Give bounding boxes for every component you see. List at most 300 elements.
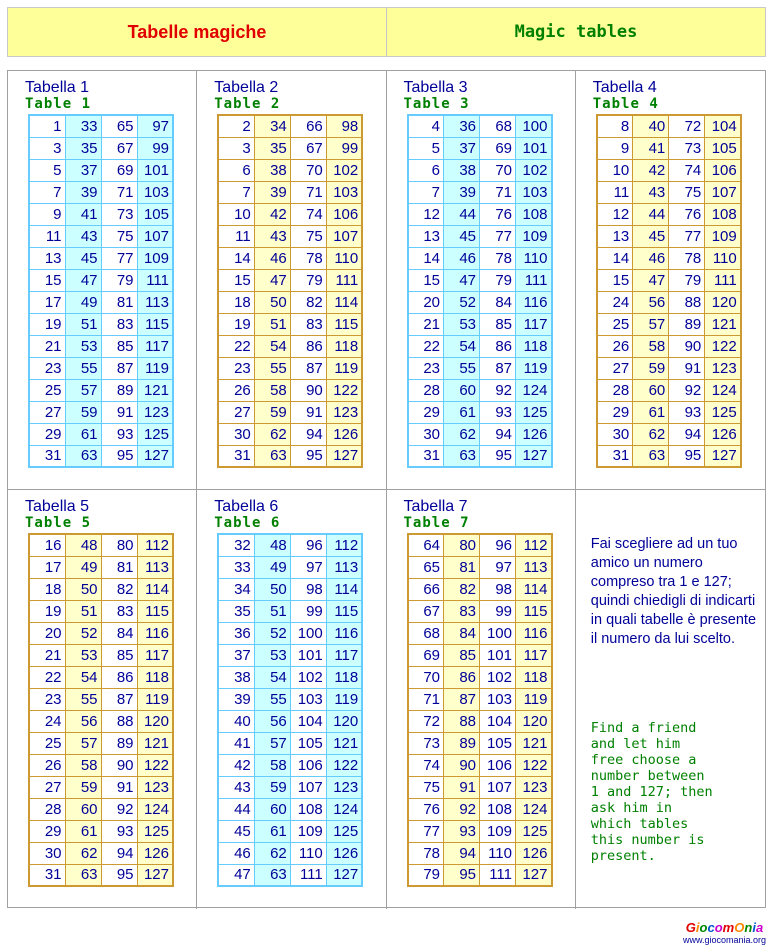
table-cell: 51 (254, 313, 290, 335)
table-cell: 111 (290, 864, 326, 886)
table-cell: 100 (290, 622, 326, 644)
table-cell: 111 (705, 269, 741, 291)
table-cell: 61 (633, 401, 669, 423)
table-cell: 15 (218, 269, 254, 291)
table-cell: 76 (669, 203, 705, 225)
table-cell: 63 (633, 445, 669, 467)
table-cell: 108 (705, 203, 741, 225)
table-cell: 73 (408, 732, 444, 754)
table-row (597, 379, 741, 401)
table-row (218, 291, 362, 313)
table-cell: 79 (101, 269, 137, 291)
table-cell: 109 (705, 225, 741, 247)
table-row (218, 445, 362, 467)
table-cell: 115 (137, 313, 173, 335)
table-cell: 64 (408, 534, 444, 556)
table-cell: 78 (290, 247, 326, 269)
table-cell: 87 (480, 357, 516, 379)
table-cell: 3 (218, 137, 254, 159)
table-cell: 91 (669, 357, 705, 379)
table-cell: 77 (101, 247, 137, 269)
table-cell: 119 (516, 357, 552, 379)
table-cell: 15 (408, 269, 444, 291)
table-panel-5 (8, 490, 197, 909)
table-cell: 47 (633, 269, 669, 291)
table-cell: 105 (137, 203, 173, 225)
table-cell: 97 (290, 556, 326, 578)
table-cell: 89 (101, 379, 137, 401)
table-cell: 70 (408, 666, 444, 688)
table-cell: 60 (254, 798, 290, 820)
table-cell: 28 (29, 798, 65, 820)
table-row (29, 335, 173, 357)
table-cell: 47 (254, 269, 290, 291)
table-cell: 63 (444, 445, 480, 467)
table-cell: 86 (290, 335, 326, 357)
table-cell: 9 (597, 137, 633, 159)
table-cell: 71 (290, 181, 326, 203)
table-cell: 126 (705, 423, 741, 445)
table-cell: 7 (29, 181, 65, 203)
table-row (218, 600, 362, 622)
table-cell: 103 (326, 181, 362, 203)
table-row (29, 578, 173, 600)
table-cell: 50 (254, 291, 290, 313)
table-cell: 119 (137, 688, 173, 710)
table-cell: 121 (326, 732, 362, 754)
table-cell: 81 (444, 556, 480, 578)
table-cell: 59 (254, 776, 290, 798)
table-row (29, 842, 173, 864)
table-cell: 55 (444, 357, 480, 379)
table-cell: 75 (290, 225, 326, 247)
table-cell: 106 (290, 754, 326, 776)
table-cell: 27 (29, 401, 65, 423)
table-cell: 46 (444, 247, 480, 269)
table-cell: 36 (218, 622, 254, 644)
table-cell: 90 (669, 335, 705, 357)
table-cell: 83 (101, 313, 137, 335)
table-row (218, 842, 362, 864)
table-cell: 53 (65, 644, 101, 666)
table-cell: 62 (254, 842, 290, 864)
table-cell: 30 (597, 423, 633, 445)
magic-table (407, 114, 553, 468)
table-cell: 94 (669, 423, 705, 445)
table-cell: 108 (290, 798, 326, 820)
table-cell: 95 (101, 445, 137, 467)
table-row (597, 423, 741, 445)
table-cell: 124 (516, 798, 552, 820)
table-cell: 104 (705, 115, 741, 137)
title-italian: Tabelle magiche (127, 21, 267, 42)
table-cell: 45 (218, 820, 254, 842)
table-cell: 125 (705, 401, 741, 423)
table-cell: 29 (408, 401, 444, 423)
table-cell: 39 (218, 688, 254, 710)
table-row (218, 776, 362, 798)
table-cell: 21 (408, 313, 444, 335)
table-cell: 120 (516, 710, 552, 732)
table-cell: 114 (326, 578, 362, 600)
table-row (408, 357, 552, 379)
table-cell: 53 (65, 335, 101, 357)
table-cell: 92 (669, 379, 705, 401)
table-cell: 80 (101, 534, 137, 556)
table-cell: 32 (218, 534, 254, 556)
table-row (218, 137, 362, 159)
table-cell: 39 (444, 181, 480, 203)
table-cell: 25 (29, 379, 65, 401)
table-cell: 27 (218, 401, 254, 423)
table-cell: 60 (444, 379, 480, 401)
table-title-en: Table 2 (214, 96, 281, 112)
table-cell: 97 (480, 556, 516, 578)
table-cell: 72 (669, 115, 705, 137)
table-cell: 96 (290, 534, 326, 556)
table-row (29, 423, 173, 445)
table-cell: 117 (516, 644, 552, 666)
table-cell: 77 (669, 225, 705, 247)
table-row (408, 335, 552, 357)
table-cell: 28 (597, 379, 633, 401)
table-cell: 55 (65, 357, 101, 379)
table-cell: 62 (633, 423, 669, 445)
table-cell: 46 (254, 247, 290, 269)
table-cell: 90 (444, 754, 480, 776)
table-cell: 97 (137, 115, 173, 137)
table-cell: 34 (254, 115, 290, 137)
table-cell: 101 (137, 159, 173, 181)
table-row (218, 423, 362, 445)
table-row (29, 445, 173, 467)
table-cell: 44 (444, 203, 480, 225)
table-cell: 46 (633, 247, 669, 269)
table-cell: 112 (516, 534, 552, 556)
table-cell: 111 (516, 269, 552, 291)
table-title-it: Tabella 3 (403, 79, 468, 96)
table-cell: 73 (669, 137, 705, 159)
table-cell: 104 (480, 710, 516, 732)
table-cell: 42 (254, 203, 290, 225)
table-cell: 5 (408, 137, 444, 159)
table-cell: 35 (254, 137, 290, 159)
table-row (218, 732, 362, 754)
table-cell: 36 (444, 115, 480, 137)
table-row (29, 115, 173, 137)
table-cell: 123 (137, 401, 173, 423)
table-cell: 79 (408, 864, 444, 886)
table-cell: 115 (326, 600, 362, 622)
table-cell: 102 (516, 159, 552, 181)
table-row (29, 666, 173, 688)
table-cell: 89 (669, 313, 705, 335)
table-cell: 109 (516, 225, 552, 247)
table-row (408, 225, 552, 247)
table-row (29, 534, 173, 556)
table-row (29, 710, 173, 732)
table-cell: 93 (669, 401, 705, 423)
magic-table (596, 114, 742, 468)
table-cell: 109 (290, 820, 326, 842)
table-cell: 23 (29, 357, 65, 379)
table-row (408, 313, 552, 335)
table-title-en: Table 4 (592, 96, 659, 112)
table-row (29, 644, 173, 666)
table-cell: 90 (101, 754, 137, 776)
table-cell: 58 (65, 754, 101, 776)
table-row (218, 688, 362, 710)
table-cell: 67 (408, 600, 444, 622)
table-cell: 92 (444, 798, 480, 820)
table-row (218, 578, 362, 600)
table-cell: 67 (290, 137, 326, 159)
table-cell: 73 (101, 203, 137, 225)
table-cell: 35 (218, 600, 254, 622)
table-cell: 125 (326, 820, 362, 842)
table-row (408, 776, 552, 798)
table-row (408, 445, 552, 467)
table-row (597, 181, 741, 203)
table-cell: 44 (633, 203, 669, 225)
table-row (408, 556, 552, 578)
table-cell: 12 (408, 203, 444, 225)
table-cell: 116 (326, 622, 362, 644)
table-cell: 95 (669, 445, 705, 467)
table-cell: 110 (480, 842, 516, 864)
table-cell: 107 (705, 181, 741, 203)
table-cell: 23 (218, 357, 254, 379)
table-cell: 60 (633, 379, 669, 401)
table-row (408, 798, 552, 820)
table-cell: 87 (101, 357, 137, 379)
table-cell: 126 (326, 842, 362, 864)
table-cell: 54 (65, 666, 101, 688)
table-row (218, 534, 362, 556)
table-cell: 108 (516, 203, 552, 225)
table-cell: 119 (326, 688, 362, 710)
table-title-it: Tabella 7 (403, 498, 468, 515)
table-cell: 79 (669, 269, 705, 291)
table-cell: 120 (705, 291, 741, 313)
table-cell: 14 (597, 247, 633, 269)
table-cell: 59 (65, 776, 101, 798)
table-row (29, 247, 173, 269)
table-cell: 8 (597, 115, 633, 137)
table-cell: 127 (137, 864, 173, 886)
table-cell: 102 (480, 666, 516, 688)
table-cell: 59 (254, 401, 290, 423)
table-cell: 95 (480, 445, 516, 467)
table-cell: 19 (29, 600, 65, 622)
table-cell: 15 (29, 269, 65, 291)
table-cell: 100 (516, 115, 552, 137)
table-cell: 31 (29, 864, 65, 886)
table-cell: 30 (218, 423, 254, 445)
table-cell: 99 (137, 137, 173, 159)
table-row (29, 776, 173, 798)
table-cell: 91 (101, 776, 137, 798)
table-row (29, 313, 173, 335)
table-cell: 63 (65, 864, 101, 886)
table-cell: 93 (444, 820, 480, 842)
table-row (218, 225, 362, 247)
table-cell: 45 (65, 247, 101, 269)
table-row (29, 798, 173, 820)
table-cell: 44 (218, 798, 254, 820)
table-cell: 101 (516, 137, 552, 159)
table-cell: 45 (633, 225, 669, 247)
table-cell: 91 (444, 776, 480, 798)
table-cell: 45 (444, 225, 480, 247)
table-cell: 122 (516, 754, 552, 776)
table-cell: 63 (254, 445, 290, 467)
table-cell: 123 (705, 357, 741, 379)
table-row (218, 710, 362, 732)
table-cell: 121 (137, 379, 173, 401)
table-cell: 61 (65, 820, 101, 842)
table-cell: 75 (408, 776, 444, 798)
table-row (29, 269, 173, 291)
table-cell: 57 (633, 313, 669, 335)
table-cell: 11 (597, 181, 633, 203)
table-cell: 52 (254, 622, 290, 644)
table-cell: 21 (29, 644, 65, 666)
table-cell: 98 (290, 578, 326, 600)
table-cell: 74 (408, 754, 444, 776)
table-cell: 99 (290, 600, 326, 622)
table-cell: 81 (101, 291, 137, 313)
table-cell: 59 (633, 357, 669, 379)
table-cell: 63 (254, 864, 290, 886)
table-cell: 4 (408, 115, 444, 137)
table-title-it: Tabella 1 (25, 79, 90, 96)
table-cell: 37 (218, 644, 254, 666)
table-cell: 101 (290, 644, 326, 666)
table-cell: 62 (254, 423, 290, 445)
table-cell: 21 (29, 335, 65, 357)
table-cell: 88 (101, 710, 137, 732)
table-cell: 13 (29, 247, 65, 269)
table-cell: 13 (597, 225, 633, 247)
table-cell: 109 (480, 820, 516, 842)
table-row (408, 203, 552, 225)
table-cell: 94 (290, 423, 326, 445)
table-cell: 58 (254, 379, 290, 401)
table-title-en: Table 1 (25, 96, 92, 112)
table-row (29, 732, 173, 754)
table-cell: 3 (29, 137, 65, 159)
table-cell: 82 (101, 578, 137, 600)
table-cell: 57 (65, 379, 101, 401)
table-cell: 110 (290, 842, 326, 864)
table-cell: 105 (480, 732, 516, 754)
table-cell: 106 (326, 203, 362, 225)
table-cell: 7 (408, 181, 444, 203)
table-cell: 110 (516, 247, 552, 269)
table-cell: 89 (444, 732, 480, 754)
table-cell: 113 (137, 556, 173, 578)
table-cell: 67 (101, 137, 137, 159)
table-row (597, 445, 741, 467)
table-cell: 46 (218, 842, 254, 864)
table-cell: 103 (137, 181, 173, 203)
table-cell: 113 (516, 556, 552, 578)
table-cell: 17 (29, 291, 65, 313)
table-cell: 24 (597, 291, 633, 313)
table-row (218, 820, 362, 842)
table-cell: 118 (326, 335, 362, 357)
table-cell: 65 (408, 556, 444, 578)
table-cell: 117 (516, 313, 552, 335)
table-cell: 68 (408, 622, 444, 644)
title-english: Magic tables (386, 8, 765, 56)
table-cell: 124 (326, 798, 362, 820)
table-cell: 88 (444, 710, 480, 732)
table-cell: 95 (444, 864, 480, 886)
table-cell: 22 (29, 666, 65, 688)
table-cell: 116 (516, 291, 552, 313)
table-cell: 48 (65, 534, 101, 556)
table-cell: 61 (444, 401, 480, 423)
table-cell: 79 (290, 269, 326, 291)
table-cell: 115 (516, 600, 552, 622)
table-cell: 107 (480, 776, 516, 798)
table-cell: 54 (254, 666, 290, 688)
table-cell: 37 (444, 137, 480, 159)
table-row (408, 622, 552, 644)
table-row (597, 137, 741, 159)
table-cell: 125 (516, 401, 552, 423)
table-row (29, 622, 173, 644)
table-cell: 29 (29, 820, 65, 842)
table-row (29, 820, 173, 842)
table-row (29, 864, 173, 886)
table-cell: 54 (444, 335, 480, 357)
table-cell: 27 (29, 776, 65, 798)
table-cell: 23 (29, 688, 65, 710)
table-cell: 24 (29, 710, 65, 732)
table-cell: 33 (218, 556, 254, 578)
table-cell: 53 (444, 313, 480, 335)
table-cell: 86 (444, 666, 480, 688)
table-cell: 87 (101, 688, 137, 710)
table-row (218, 203, 362, 225)
table-cell: 54 (254, 335, 290, 357)
table-cell: 85 (101, 335, 137, 357)
giocomania-logo[interactable] (683, 920, 766, 945)
table-cell: 83 (290, 313, 326, 335)
table-cell: 6 (408, 159, 444, 181)
table-cell: 95 (101, 864, 137, 886)
table-cell: 102 (326, 159, 362, 181)
table-cell: 117 (137, 335, 173, 357)
table-cell: 122 (326, 379, 362, 401)
table-cell: 119 (516, 688, 552, 710)
table-cell: 49 (65, 291, 101, 313)
table-row (408, 842, 552, 864)
table-title-en: Table 5 (25, 515, 92, 531)
table-cell: 123 (326, 776, 362, 798)
table-row (29, 379, 173, 401)
table-cell: 58 (633, 335, 669, 357)
table-cell: 106 (480, 754, 516, 776)
table-cell: 116 (137, 622, 173, 644)
table-cell: 86 (101, 666, 137, 688)
table-cell: 125 (137, 423, 173, 445)
table-row (597, 269, 741, 291)
table-row (408, 534, 552, 556)
